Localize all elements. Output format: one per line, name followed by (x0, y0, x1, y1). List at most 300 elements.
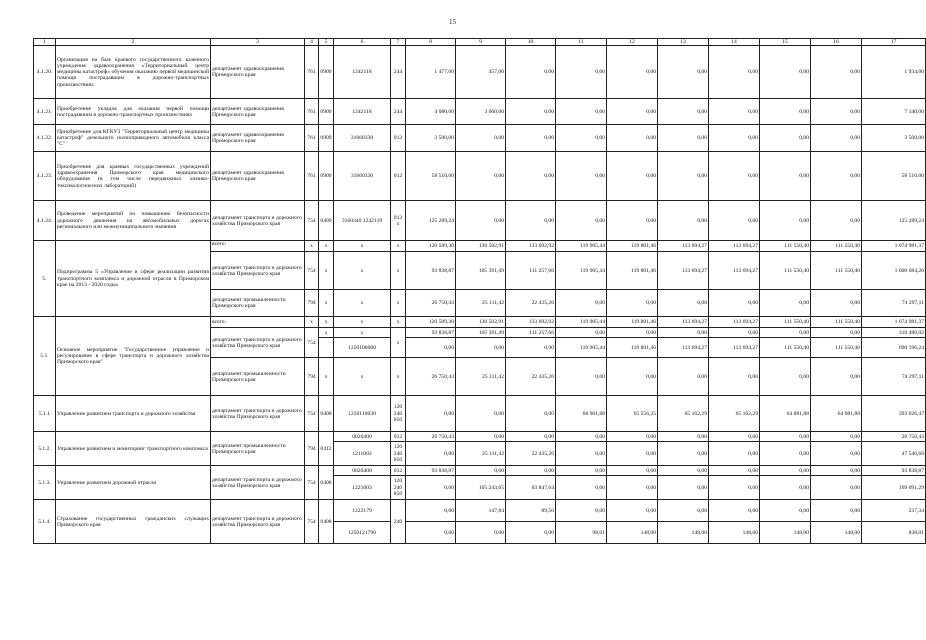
csr: x (334, 328, 391, 338)
value-cell: 0,00 (811, 152, 862, 201)
rzpr: x (319, 290, 334, 317)
row-name: Страхование государственных гражданских служащих Приморского края (56, 500, 211, 544)
value-cell: 0,00 (607, 476, 658, 500)
rzpr (319, 338, 334, 358)
row-name: Управление развитием и мониторинг транспортного комплекса (56, 432, 211, 466)
value-cell: 0,00 (760, 466, 811, 476)
executor: департамент транспорта и дорожного хозяйства Приморского края (211, 201, 305, 241)
grbs: 754 (305, 466, 319, 500)
csr: 1250100000 (334, 338, 391, 358)
grbs: 761 (305, 99, 319, 125)
vr: x (391, 290, 406, 317)
value-cell: 0,00 (506, 338, 556, 358)
value-cell: 105 243,65 (456, 476, 506, 500)
header-cell: 1 (34, 39, 56, 46)
rzpr: x (319, 252, 334, 290)
vr: 012 (391, 466, 406, 476)
value-cell: 26 750,43 (406, 432, 456, 442)
value-cell: 0,00 (556, 290, 607, 317)
value-cell: 0,00 (607, 500, 658, 522)
value-cell: 0,00 (456, 338, 506, 358)
value-cell: 25 111,42 (456, 290, 506, 317)
value-cell: 0,00 (709, 99, 760, 125)
value-cell: 111 257,66 (506, 252, 556, 290)
rzpr: x (319, 317, 334, 328)
value-cell: 0,00 (811, 442, 862, 466)
row-name: Основное мероприятие "Государственное управление и регулирование в сфере транспорта и дорожного хозяйства Приморского края" (56, 317, 211, 396)
value-cell: 113 694,27 (658, 252, 709, 290)
value-cell: 120 589,30 (406, 241, 456, 252)
value-cell: 0,00 (709, 46, 760, 99)
row-name: Организация на базе краевого государственного казенного учреждения здравоохранения «Территориальный центр медицины катастроф» обучения оказанию первой медицинской помощи пострадавшим в дорожно-транспортных происшествиях (56, 46, 211, 99)
value-cell: 93 838,87 (406, 252, 456, 290)
value-cell: 0,00 (456, 201, 506, 241)
value-cell: 0,00 (658, 201, 709, 241)
value-cell: 111 550,40 (811, 241, 862, 252)
value-cell: 0,00 (607, 125, 658, 152)
row-number: 5.1.4. (34, 500, 56, 544)
grbs: 794 (305, 290, 319, 317)
value-cell: 58 510,00 (406, 152, 456, 201)
value-cell: 690 196,24 (862, 338, 926, 358)
value-cell: 0,00 (658, 476, 709, 500)
executor: департамент здравоохранения Приморского края (211, 125, 305, 152)
table-row (34, 317, 926, 328)
csr: 0020400 (334, 432, 391, 442)
value-cell: 0,00 (760, 476, 811, 500)
value-cell: 0,00 (456, 522, 506, 544)
header-cell: 16 (811, 39, 862, 46)
row-number: 5.1.1 (34, 396, 56, 432)
value-cell: 1 000 684,26 (862, 252, 926, 290)
value-cell: 119 905,44 (556, 241, 607, 252)
value-cell: 119 801,46 (607, 317, 658, 328)
vr: 120 240 850 (391, 442, 406, 466)
value-cell: 58 510,00 (862, 152, 926, 201)
value-cell: 0,00 (506, 396, 556, 432)
value-cell: 0,00 (456, 396, 506, 432)
value-cell: 0,00 (556, 432, 607, 442)
value-cell: 0,00 (760, 201, 811, 241)
value-cell: 0,00 (506, 432, 556, 442)
value-cell: 25 111,42 (456, 358, 506, 396)
vr: 240 (391, 500, 406, 544)
executor: департамент транспорта и дорожного хозяйства Приморского края (211, 500, 305, 544)
csr: 1242118 (334, 99, 391, 125)
value-cell: 0,00 (556, 125, 607, 152)
header-cell: 15 (760, 39, 811, 46)
row-number: 5.1.2. (34, 432, 56, 466)
value-cell: 0,00 (406, 338, 456, 358)
value-cell: 111 550,40 (811, 338, 862, 358)
value-cell: 0,00 (811, 328, 862, 338)
value-cell: 111 550,40 (760, 252, 811, 290)
value-cell: 26 750,43 (406, 290, 456, 317)
vr: x (391, 328, 406, 358)
value-cell: 1 934,00 (862, 46, 926, 99)
table-row (34, 241, 926, 252)
value-cell: 0,00 (760, 328, 811, 338)
budget-table (33, 38, 926, 544)
value-cell: 0,00 (709, 476, 760, 500)
value-cell: 148,00 (811, 522, 862, 544)
value-cell: 105 391,49 (456, 252, 506, 290)
row-number: 4.1.23. (34, 152, 56, 201)
value-cell: 0,00 (760, 442, 811, 466)
vr: 012 x (391, 201, 406, 241)
value-cell: 119 801,46 (607, 338, 658, 358)
value-cell: 0,00 (811, 466, 862, 476)
csr: x (334, 358, 391, 396)
value-cell: 0,00 (456, 432, 506, 442)
table-row (34, 201, 926, 241)
header-cell: 14 (709, 39, 760, 46)
value-cell: 0,00 (760, 46, 811, 99)
value-cell: 22 435,26 (506, 358, 556, 396)
grbs: 754 (305, 328, 319, 358)
rzpr: 0909 (319, 152, 334, 201)
value-cell: 22 435,26 (506, 442, 556, 466)
value-cell: 0,00 (406, 476, 456, 500)
executor: департамент транспорта и дорожного хозяйства Приморского края (211, 396, 305, 432)
table-row (34, 46, 926, 99)
value-cell: 0,00 (607, 432, 658, 442)
rzpr: x (319, 328, 334, 338)
header-cell: 6 (334, 39, 391, 46)
value-cell: 0,00 (456, 466, 506, 476)
value-cell: 74 297,11 (862, 358, 926, 396)
rzpr: 0909 (319, 46, 334, 99)
header-cell: 12 (607, 39, 658, 46)
value-cell: 0,00 (709, 290, 760, 317)
value-cell: 119 801,46 (607, 252, 658, 290)
csr: 0020400 (334, 466, 391, 476)
value-cell: 0,00 (760, 99, 811, 125)
table-row (34, 466, 926, 476)
value-cell: 0,00 (760, 358, 811, 396)
value-cell: 0,00 (406, 500, 456, 522)
value-cell: 0,00 (709, 152, 760, 201)
csr: 31660330 (334, 125, 391, 152)
grbs: 794 (305, 358, 319, 396)
value-cell: 148,00 (607, 522, 658, 544)
rzpr: 0909 (319, 99, 334, 125)
executor: всего: (211, 241, 305, 252)
value-cell: 111 257,66 (506, 328, 556, 338)
value-cell: 0,00 (506, 99, 556, 125)
value-cell: 133 692,92 (506, 241, 556, 252)
value-cell: 0,00 (811, 358, 862, 396)
executor: департамент транспорта и дорожного хозяйства Приморского края (211, 252, 305, 290)
header-cell: 2 (56, 39, 211, 46)
value-cell: 0,00 (607, 99, 658, 125)
value-cell: 89,50 (506, 500, 556, 522)
value-cell: 0,00 (760, 500, 811, 522)
value-cell: 25 111,42 (456, 442, 506, 466)
value-cell: 0,00 (506, 201, 556, 241)
csr: 1250110030 (334, 396, 391, 432)
executor: департамент промышленности Приморского края (211, 358, 305, 396)
row-number: 5. (34, 241, 56, 317)
vr: x (391, 252, 406, 290)
rzpr: x (319, 358, 334, 396)
value-cell: 0,00 (556, 476, 607, 500)
value-cell: 119 905,44 (556, 252, 607, 290)
value-cell: 93 838,87 (406, 328, 456, 338)
value-cell: 98,01 (556, 522, 607, 544)
value-cell: 0,00 (658, 99, 709, 125)
value-cell: 26 750,43 (406, 358, 456, 396)
value-cell: 0,00 (811, 432, 862, 442)
grbs: 761 (305, 125, 319, 152)
value-cell: 0,00 (556, 328, 607, 338)
grbs: 761 (305, 152, 319, 201)
value-cell: 0,00 (811, 201, 862, 241)
value-cell: 0,00 (406, 396, 456, 432)
value-cell: 148,00 (760, 522, 811, 544)
vr: 012 (391, 432, 406, 442)
vr: 244 (391, 46, 406, 99)
csr: 31660330 (334, 152, 391, 201)
executor: департамент здравоохранения Приморского края (211, 99, 305, 125)
value-cell: 0,00 (607, 442, 658, 466)
value-cell: 393 026,47 (862, 396, 926, 432)
value-cell: 0,00 (658, 46, 709, 99)
header-cell: 17 (862, 39, 926, 46)
value-cell: 0,00 (506, 466, 556, 476)
executor: департамент промышленности Приморского края (211, 290, 305, 317)
value-cell: 0,00 (456, 125, 506, 152)
grbs: 754 (305, 500, 319, 544)
value-cell: 93 838,87 (862, 466, 926, 476)
value-cell: 0,00 (658, 466, 709, 476)
value-cell: 310 488,02 (862, 328, 926, 338)
value-cell: 4 080,00 (406, 99, 456, 125)
value-cell: 0,00 (709, 442, 760, 466)
vr: 012 (391, 152, 406, 201)
row-name: Подпрограмма 5 «Управление в сфере реализации развития транспортного комплекса и дорожной отрасли в Приморском крае на 2013 - 2020 годы» (56, 241, 211, 317)
row-name: Управление развитием дорожной отрасли (56, 466, 211, 500)
value-cell: 0,00 (709, 358, 760, 396)
value-cell: 0,00 (556, 358, 607, 396)
value-cell: 0,00 (811, 125, 862, 152)
value-cell: 0,00 (607, 466, 658, 476)
value-cell: 0,00 (811, 46, 862, 99)
row-name: Приобретение для КГКУЗ "Территориальный центр медицины катастроф" дизельного полноприводного автомобиля класса "С" (56, 125, 211, 152)
value-cell: 1 477,00 (406, 46, 456, 99)
vr: 120 240 850 (391, 476, 406, 500)
value-cell: 169 091,29 (862, 476, 926, 500)
csr: 1250121790 (334, 522, 391, 544)
value-cell: 0,00 (760, 152, 811, 201)
value-cell: 0,00 (456, 152, 506, 201)
value-cell: 0,00 (658, 432, 709, 442)
csr: 1221003 (334, 476, 391, 500)
value-cell: 111 550,40 (760, 317, 811, 328)
executor: департамент здравоохранения Приморского края (211, 46, 305, 99)
header-cell: 13 (658, 39, 709, 46)
value-cell: 0,00 (658, 125, 709, 152)
vr: x (391, 241, 406, 252)
grbs: 754 (305, 396, 319, 432)
value-cell: 111 550,40 (760, 241, 811, 252)
value-cell: 0,00 (811, 476, 862, 500)
value-cell: 119 801,46 (607, 241, 658, 252)
value-cell: 111 550,40 (811, 317, 862, 328)
executor: всего: (211, 317, 305, 328)
value-cell: 0,00 (709, 500, 760, 522)
value-cell: 133 692,92 (506, 317, 556, 328)
executor: департамент промышленности Приморского края (211, 432, 305, 466)
executor: департамент транспорта и дорожного хозяйства Приморского края (211, 328, 305, 358)
value-cell: 0,00 (556, 99, 607, 125)
row-number: 4.1.22. (34, 125, 56, 152)
value-cell: 64 081,88 (811, 396, 862, 432)
rzpr: 0409 (319, 201, 334, 241)
value-cell: 147,84 (456, 500, 506, 522)
row-name: Приобретение для краевых государственных учреждений здравоохранения Приморского края медицинского оборудования (в том числе передвижных химико-токсикологических лабораторий) (56, 152, 211, 201)
value-cell: 0,00 (607, 201, 658, 241)
table-row (34, 152, 926, 201)
value-cell: 0,00 (556, 466, 607, 476)
csr: x (334, 252, 391, 290)
value-cell: 0,00 (709, 328, 760, 338)
rzpr: x (319, 241, 334, 252)
value-cell: 0,00 (811, 99, 862, 125)
rzpr: 0909 (319, 125, 334, 152)
value-cell: 64 081,88 (760, 396, 811, 432)
value-cell: 0,00 (506, 152, 556, 201)
value-cell: 105 391,49 (456, 328, 506, 338)
value-cell: 22 435,26 (506, 290, 556, 317)
header-cell: 8 (406, 39, 456, 46)
value-cell: 0,00 (506, 125, 556, 152)
value-cell: 0,00 (607, 152, 658, 201)
grbs: 761 (305, 46, 319, 99)
csr: x (334, 241, 391, 252)
value-cell: 0,00 (607, 328, 658, 338)
value-cell: 113 694,27 (709, 317, 760, 328)
table-row (34, 432, 926, 442)
value-cell: 0,00 (709, 466, 760, 476)
vr: 244 (391, 99, 406, 125)
header-cell: 3 (211, 39, 305, 46)
grbs: 794 (305, 432, 319, 466)
csr: 1222179 (334, 500, 391, 522)
value-cell: 0,00 (760, 432, 811, 442)
value-cell: 111 550,40 (760, 338, 811, 358)
value-cell: 113 694,27 (658, 241, 709, 252)
value-cell: 113 694,27 (658, 338, 709, 358)
value-cell: 0,00 (811, 290, 862, 317)
value-cell: 63 847,64 (506, 476, 556, 500)
value-cell: 1 074 981,37 (862, 317, 926, 328)
row-number: 4.1.20. (34, 46, 56, 99)
value-cell: 120 589,30 (406, 317, 456, 328)
value-cell: 65 162,29 (709, 396, 760, 432)
value-cell: 3 500,00 (862, 125, 926, 152)
value-cell: 0,00 (658, 500, 709, 522)
value-cell: 65 556,25 (607, 396, 658, 432)
value-cell: 119 905,44 (556, 317, 607, 328)
table-row (34, 125, 926, 152)
value-cell: 74 297,11 (862, 290, 926, 317)
page-number: 15 (449, 18, 456, 26)
vr: x (391, 317, 406, 328)
row-number: 4.1.21. (34, 99, 56, 125)
value-cell: 0,00 (607, 290, 658, 317)
value-cell: 0,00 (658, 442, 709, 466)
value-cell: 3 500,00 (406, 125, 456, 152)
row-name: Приобретение укладок для оказания первой помощи пострадавшим в дорожно-транспортных происшествиях (56, 99, 211, 125)
executor: департамент транспорта и дорожного хозяйства Приморского края (211, 466, 305, 500)
executor: департамент здравоохранения Приморского края (211, 152, 305, 201)
vr: 012 (391, 125, 406, 152)
header-cell: 11 (556, 39, 607, 46)
value-cell: 148,00 (709, 522, 760, 544)
value-cell: 113 694,27 (709, 241, 760, 252)
value-cell: 0,00 (709, 125, 760, 152)
value-cell: 0,00 (556, 152, 607, 201)
row-name: Управление развитием транспорта и дорожного хозяйства (56, 396, 211, 432)
value-cell: 457,00 (456, 46, 506, 99)
value-cell: 0,00 (556, 442, 607, 466)
value-cell: 0,00 (709, 432, 760, 442)
grbs: x (305, 241, 319, 252)
value-cell: 0,00 (658, 290, 709, 317)
table-row (34, 99, 926, 125)
grbs: 754 (305, 201, 319, 241)
header-cell: 4 (305, 39, 319, 46)
value-cell: 0,00 (760, 290, 811, 317)
value-cell: 113 694,27 (709, 252, 760, 290)
value-cell: 68 961,88 (556, 396, 607, 432)
header-row (34, 39, 926, 46)
rzpr: 0412 (319, 432, 334, 466)
value-cell: 0,00 (658, 328, 709, 338)
value-cell: 0,00 (406, 442, 456, 466)
rzpr: 0408 (319, 396, 334, 432)
rzpr: 0408 (319, 500, 334, 544)
value-cell: 47 546,68 (862, 442, 926, 466)
value-cell: 119 905,44 (556, 338, 607, 358)
grbs: x (305, 317, 319, 328)
value-cell: 7 140,00 (862, 99, 926, 125)
csr: 1242118 (334, 46, 391, 99)
row-number: 4.1.24. (34, 201, 56, 241)
value-cell: 0,00 (607, 358, 658, 396)
grbs: 754 (305, 252, 319, 290)
value-cell: 0,00 (506, 46, 556, 99)
header-cell: 9 (456, 39, 506, 46)
vr: 120 240 850 (391, 396, 406, 432)
value-cell: 111 550,40 (811, 252, 862, 290)
value-cell: 237,34 (862, 500, 926, 522)
header-cell: 7 (391, 39, 406, 46)
row-name: Проведение мероприятий по повышению безопасности дорожного движения на автомобильных дорогах регионального или межмуниципального значения (56, 201, 211, 241)
row-number: 5.1.3. (34, 466, 56, 500)
rzpr: 0408 (319, 466, 334, 500)
value-cell: 113 694,27 (658, 317, 709, 328)
value-cell: 26 750,43 (862, 432, 926, 442)
header-cell: 5 (319, 39, 334, 46)
value-cell: 0,00 (406, 522, 456, 544)
value-cell: 0,00 (658, 152, 709, 201)
value-cell: 838,01 (862, 522, 926, 544)
csr: 1211003 (334, 442, 391, 466)
value-cell: 0,00 (811, 500, 862, 522)
value-cell: 125 289,24 (406, 201, 456, 241)
